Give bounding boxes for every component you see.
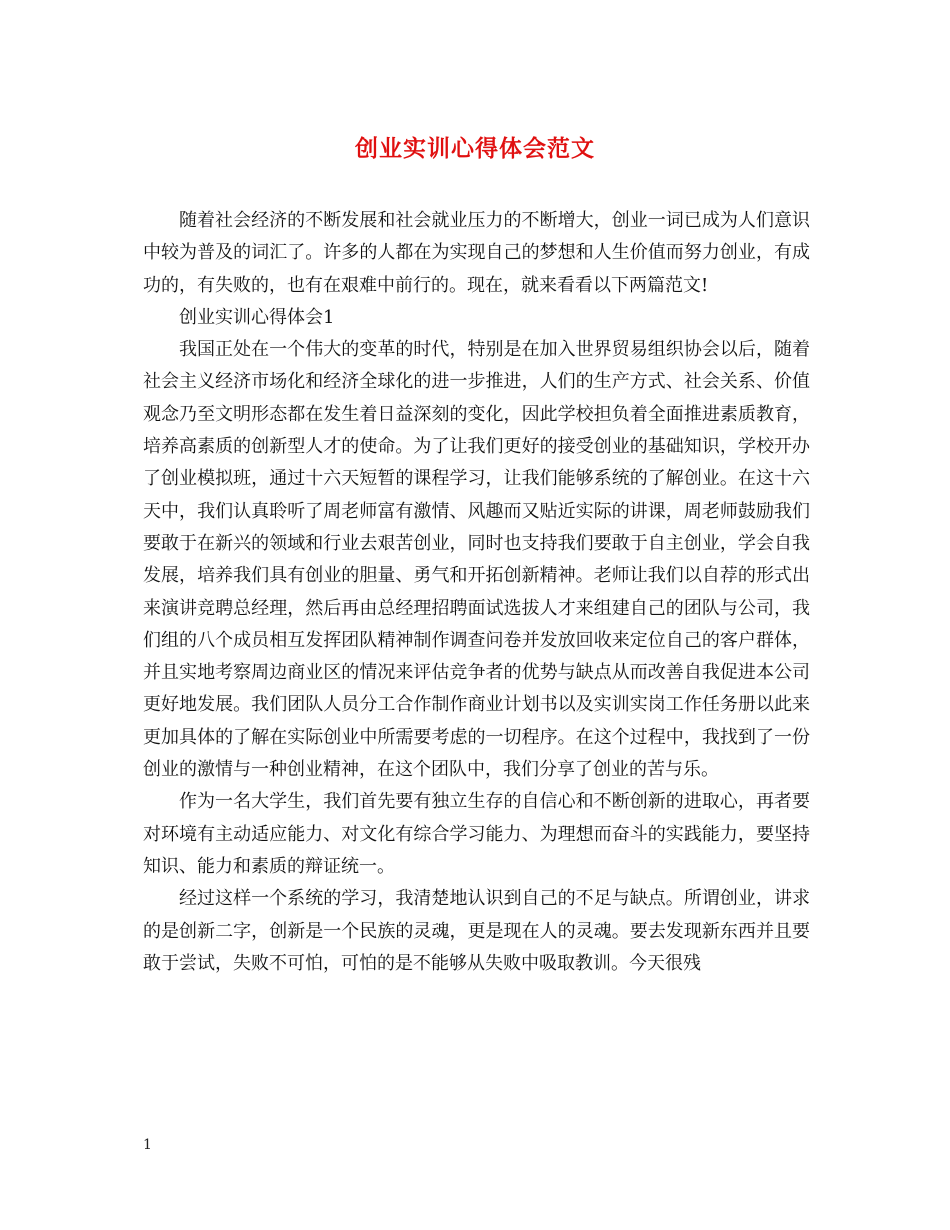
body-paragraph: 经过这样一个系统的学习，我清楚地认识到自己的不足与缺点。所谓创业，讲求的是创新二字，创新是一个民族的灵魂，更是现在人的灵魂。要去发现新东西并且要敢于尝试，失败不可怕，可怕的是不能够从失败中吸取教训。今天很残	[143, 888, 810, 974]
body-paragraph: 作为一名大学生，我们首先要有独立生存的自信心和不断创新的进取心，再者要对环境有主动适应能力、对文化有综合学习能力、为理想而奋斗的实践能力，要坚持知识、能力和素质的辩证统一。	[143, 791, 810, 877]
intro-paragraph: 随着社会经济的不断发展和社会就业压力的不断增大，创业一词已成为人们意识中较为普及的词汇了。许多的人都在为实现自己的梦想和人生价值而努力创业，有成功的，有失败的，也有在艰难中前行的。现在，就来看看以下两篇范文!	[143, 210, 810, 296]
document-body	[143, 205, 810, 980]
document-title: 创业实训心得体会范文	[355, 135, 595, 162]
page-number: 1	[143, 1137, 152, 1153]
section-heading: 创业实训心得体会1	[179, 306, 335, 328]
body-paragraph: 我国正处在一个伟大的变革的时代，特别是在加入世界贸易组织协会以后，随着社会主义经济市场化和经济全球化的进一步推进，人们的生产方式、社会关系、价值观念乃至文明形态都在发生着日益深刻的变化，因此学校担负着全面推进素质教育，培养高素质的创新型人才的使命。为了让我们更好的接受创业的基础知识，学校开办了创业模拟班，通过十六天短暂的课程学习，让我们能够系统的了解创业。在这十六天中，我们认真聆听了周老师富有激情、风趣而又贴近实际的讲课，周老师鼓励我们要敢于在新兴的领域和行业去艰苦创业，同时也支持我们要敢于自主创业，学会自我发展，培养我们具有创业的胆量、勇气和开拓创新精神。老师让我们以自荐的形式出来演讲竞聘总经理，然后再由总经理招聘面试选拔人才来组建自己的团队与公司，我们组的八个成员相互发挥团队精神制作调查问卷并发放回收来定位自己的客户群体，并且实地考察周边商业区的情况来评估竞争者的优势与缺点从而改善自我促进本公司更好地发展。我们团队人员分工合作制作商业计划书以及实训实岗工作任务册以此来更加具体的了解在实际创业中所需要考虑的一切程序。在这个过程中，我找到了一份创业的激情与一种创业精神，在这个团队中，我们分享了创业的苦与乐。	[143, 339, 810, 781]
